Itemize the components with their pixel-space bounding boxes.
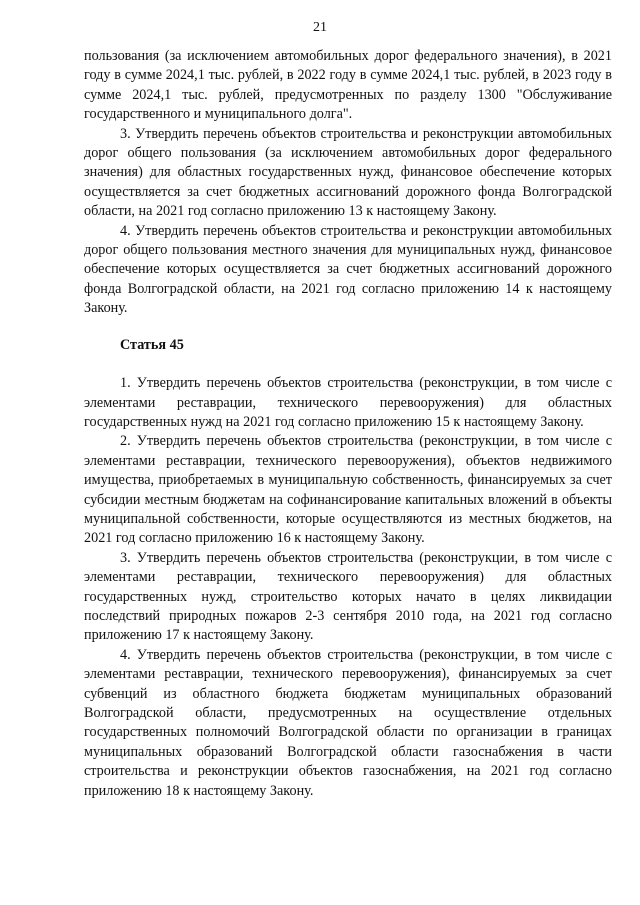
article-paragraph-2: 2. Утвердить перечень объектов строительства (реконструкции, в том числе с элементами реставрации, технического перевооружения), объектов недвижимого имущества, приобретаемых в муниципальную собственность, финансируемых за счет субсидии местным бюджетам на софинансирование капитальных вложений в объекты муниципальной собственности, которые осуществляются из местных бюджетов, на 2021 год согласно приложению 16 к настоящему Закону.	[84, 433, 612, 547]
continued-paragraph: пользования (за исключением автомобильных дорог федерального значения), в 2021 году в сумме 2024,1 тыс. рублей, в 2022 году в сумме 2024,1 тыс. рублей, в 2023 году в сумме 2024,1 тыс. рублей, предусмотренных по разделу 1300 "Обслуживание государственного и муниципального долга".	[84, 48, 612, 123]
paragraph-item-3: 3. Утвердить перечень объектов строительства и реконструкции автомобильных дорог общего пользования (за исключением автомобильных дорог федерального значения) для областных государственных нужд, финансовое обеспечение которых осуществляется за счет бюджетных ассигнований дорожного фонда Волгоградской области, на 2021 год согласно приложению 13 к настоящему Закону.	[84, 125, 612, 220]
paragraph-item-4: 4. Утвердить перечень объектов строительства и реконструкции автомобильных дорог общего пользования местного значения для муниципальных нужд, финансовое обеспечение которых осуществляется за счет бюджетных ассигнований дорожного фонда Волгоградской области, на 2021 год согласно приложению 14 к настоящему Закону.	[84, 222, 612, 317]
page-number: 21	[313, 20, 327, 35]
article-paragraph-1: 1. Утвердить перечень объектов строительства (реконструкции, в том числе с элементами реставрации, технического перевооружения) для областных государственных нужд на 2021 год согласно приложению 15 к настоящему Закону.	[84, 375, 612, 430]
article-heading: Статья 45	[120, 336, 184, 353]
article-paragraph-4: 4. Утвердить перечень объектов строительства (реконструкции, в том числе с элементами реставрации, технического перевооружения), финансируемых за счет субвенций из областного бюджета бюджетам муниципальных образований Волгоградской области, предусмотренных на осуществление отдельных государственных полномочий Волгоградской области по организации в границах муниципальных образований Волгоградской области газоснабжения в части строительства и реконструкции объектов газоснабжения, на 2021 год согласно приложению 18 к настоящему Закону.	[84, 646, 612, 799]
document-body	[84, 47, 612, 801]
article-paragraph-3: 3. Утвердить перечень объектов строительства (реконструкции, в том числе с элементами реставрации, технического перевооружения) для областных государственных нужд, строительство которых начато в целях ликвидации последствий природных пожаров 2-3 сентября 2010 года, на 2021 год согласно приложению 17 к настоящему Закону.	[84, 549, 612, 644]
